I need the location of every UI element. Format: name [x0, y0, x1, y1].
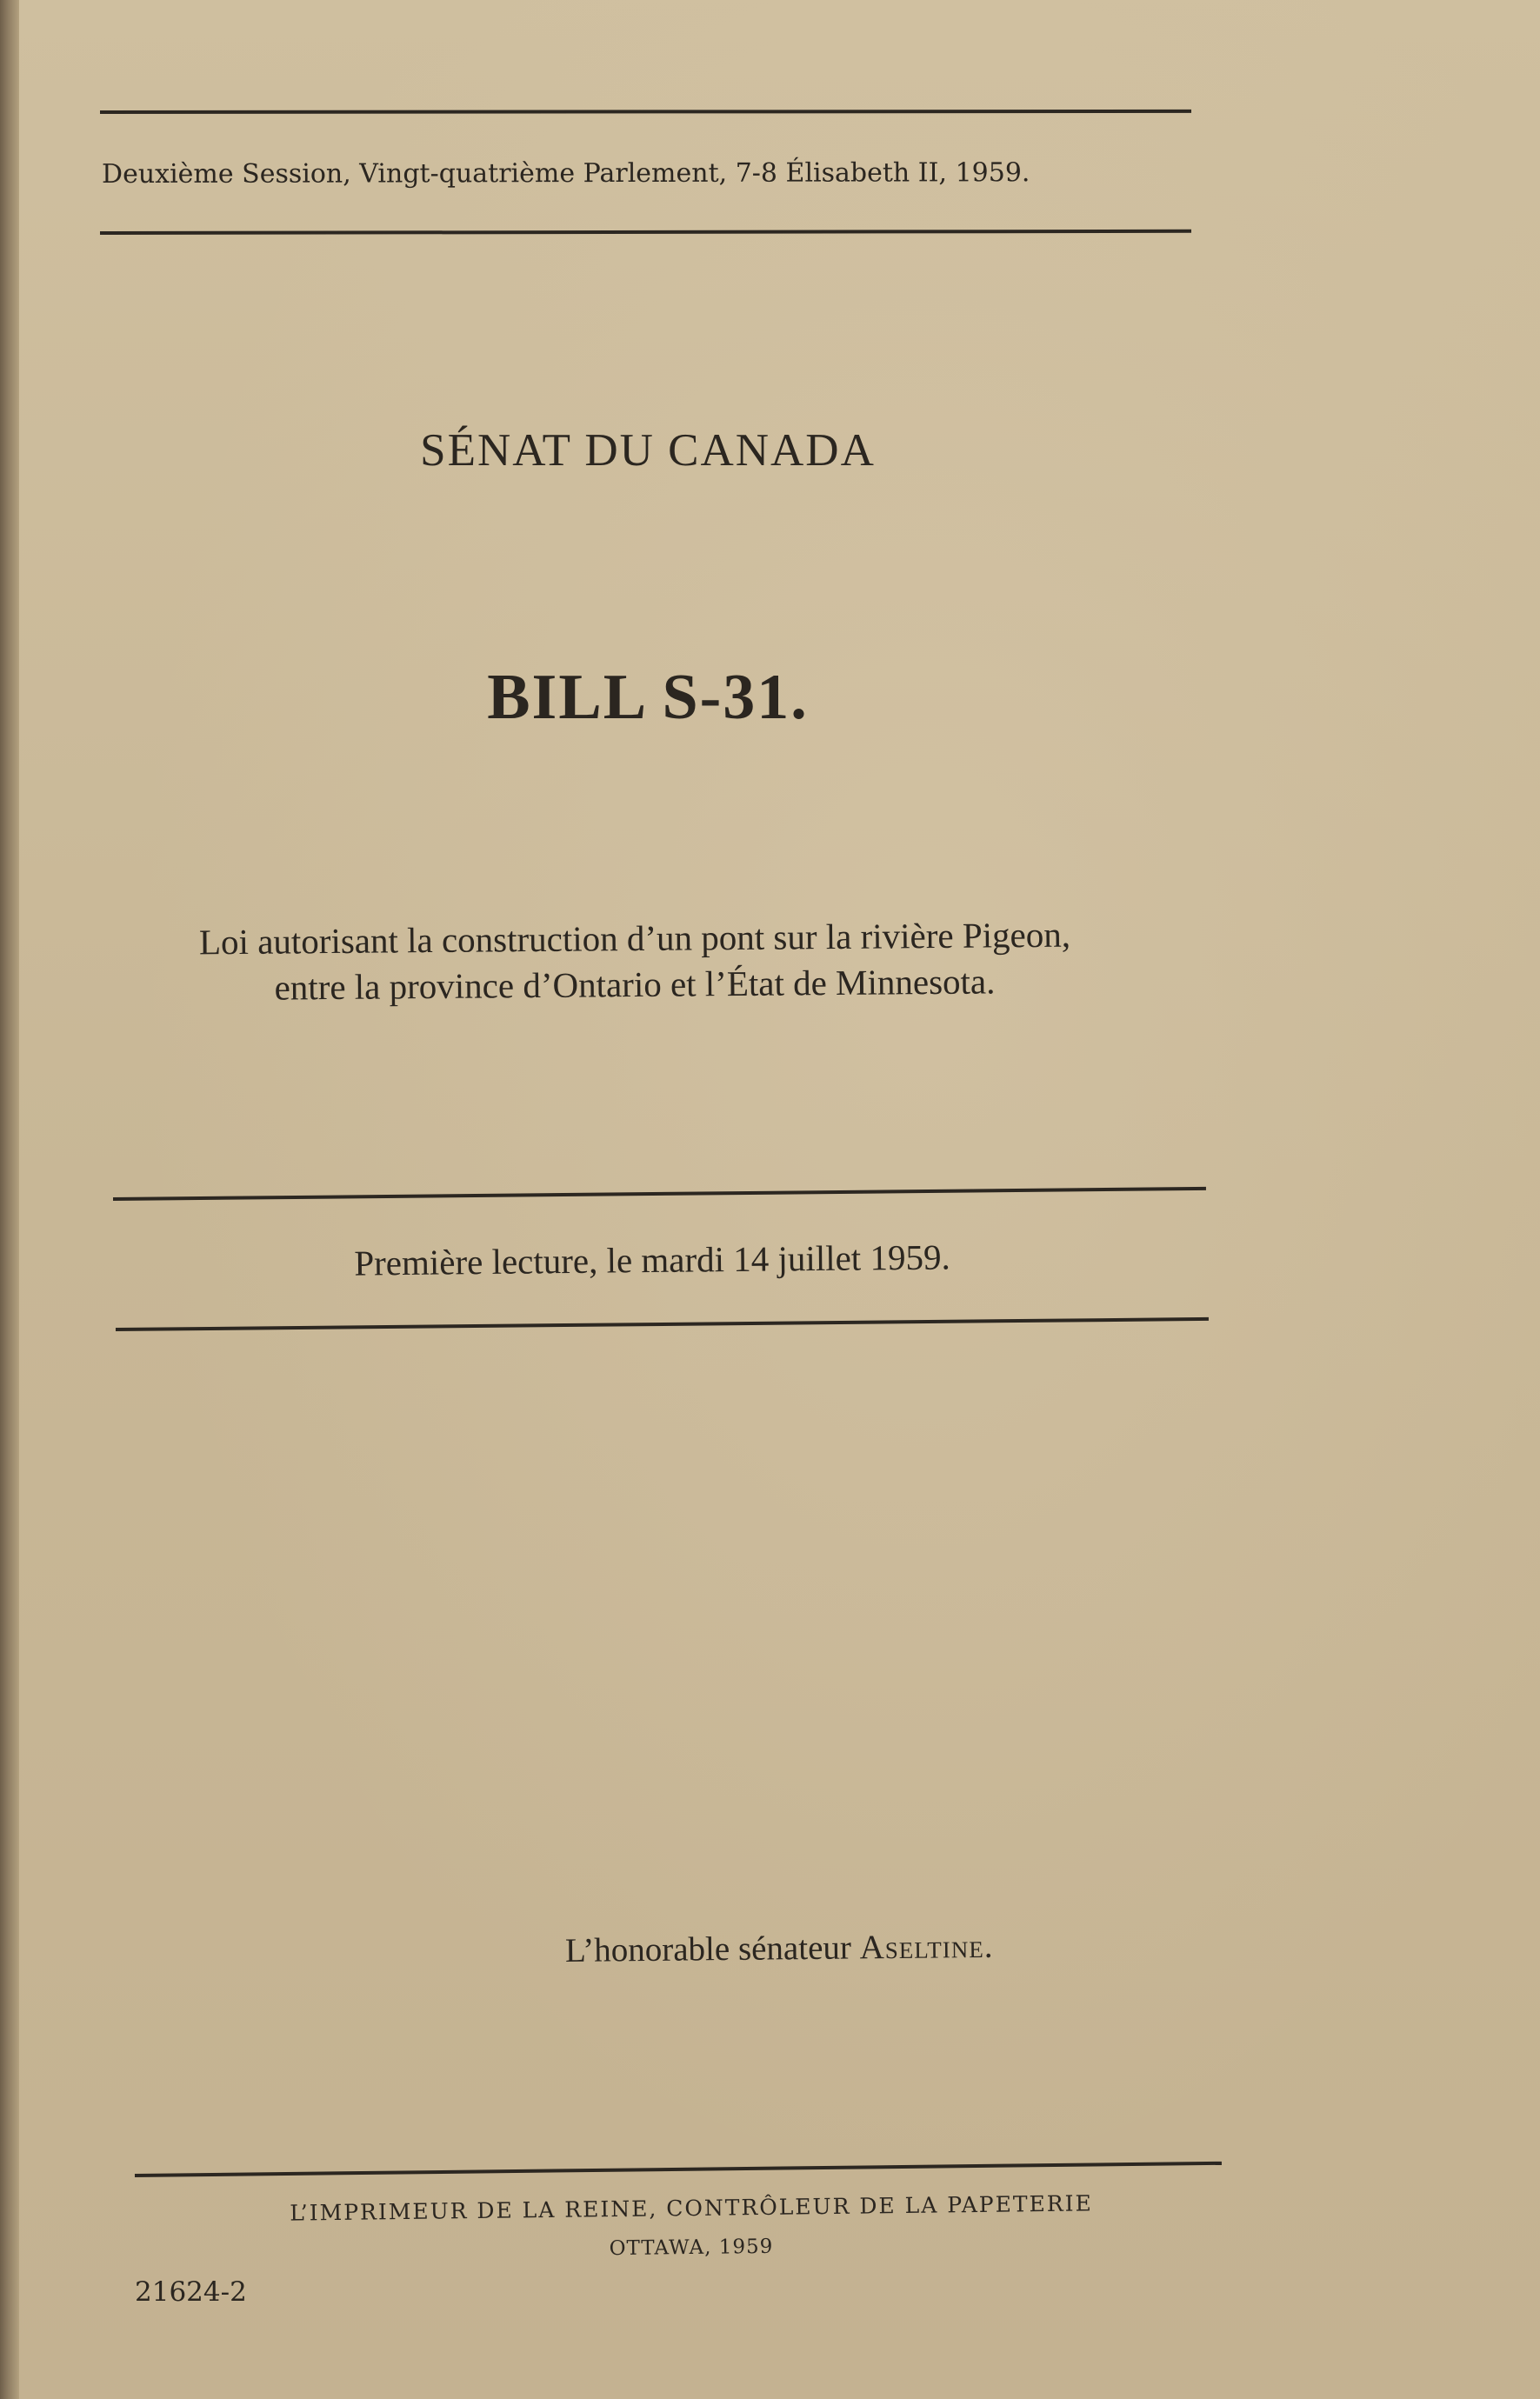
top-rule-1 — [100, 110, 1191, 114]
printer-line: L’IMPRIMEUR DE LA REINE, CONTRÔLEUR DE LA PAPETERIE — [290, 2190, 1093, 2226]
top-rule-2 — [100, 230, 1191, 235]
bill-title: BILL S-31. — [487, 662, 809, 733]
footer-rule — [135, 2162, 1222, 2177]
sponsor-line — [565, 1924, 1226, 1970]
reading-rule-top — [113, 1187, 1206, 1201]
sponsor-name: Aseltine. — [859, 1927, 994, 1967]
bill-description-line1: Loi autorisant la construction d’un pont sur la rivière Pigeon, — [198, 914, 1071, 963]
sponsor-prefix: L’honorable sénateur — [564, 1929, 860, 1969]
session-line: Deuxième Session, Vingt-quatrième Parlement, 7-8 Élisabeth II, 1959. — [101, 157, 1030, 190]
reading-rule-bottom — [116, 1317, 1209, 1331]
chamber-heading: SÉNAT DU CANADA — [420, 425, 876, 476]
document-number: 21624-2 — [135, 2276, 247, 2308]
binding-edge — [0, 0, 19, 2399]
printer-place: OTTAWA, 1959 — [609, 2235, 774, 2261]
first-reading-date: Première lecture, le mardi 14 juillet 1959. — [354, 1236, 950, 1283]
bill-description-line2: entre la province d’Ontario et l’État de Minnesota. — [274, 961, 996, 1008]
